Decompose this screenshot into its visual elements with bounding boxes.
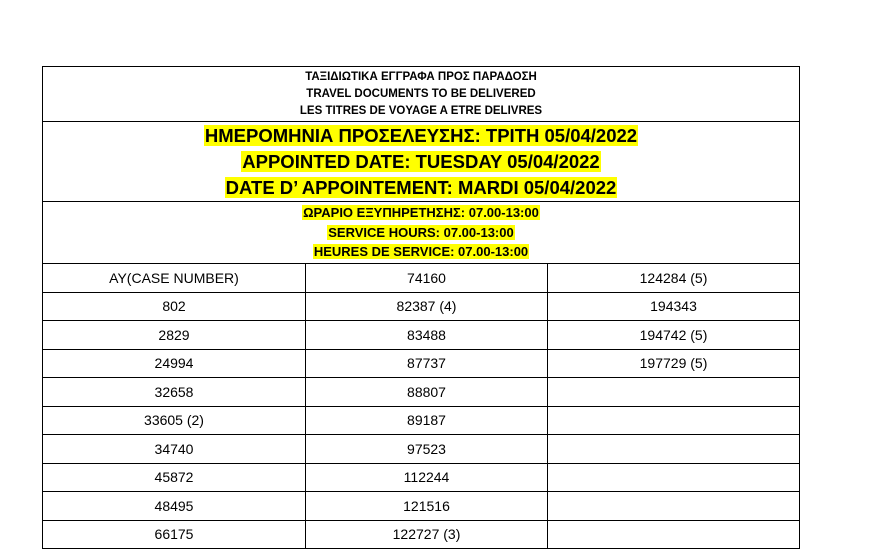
header-row bbox=[43, 67, 800, 122]
table-cell: 97523 bbox=[306, 435, 548, 464]
table-cell: 112244 bbox=[306, 463, 548, 492]
header-greek: ΤΑΞΙΔΙΩΤΙΚΑ ΕΓΓΡΑΦΑ ΠΡΟΣ ΠΑΡΑΔΟΣΗ bbox=[305, 70, 537, 83]
date-english: APPOINTED DATE: TUESDAY 05/04/2022 bbox=[242, 150, 600, 172]
table-cell bbox=[548, 378, 800, 407]
hours-cell bbox=[43, 202, 800, 264]
table-cell: 124284 (5) bbox=[548, 264, 800, 293]
table-row bbox=[43, 406, 800, 435]
table-cell: 74160 bbox=[306, 264, 548, 293]
table-cell: 24994 bbox=[43, 349, 306, 378]
table-cell: 66175 bbox=[43, 520, 306, 549]
hours-row bbox=[43, 202, 800, 264]
table-cell: AY(CASE NUMBER) bbox=[43, 264, 306, 293]
table-cell: 32658 bbox=[43, 378, 306, 407]
table-cell: 122727 (3) bbox=[306, 520, 548, 549]
date-french: DATE D’ APPOINTEMENT: MARDI 05/04/2022 bbox=[225, 176, 617, 198]
table-cell: 34740 bbox=[43, 435, 306, 464]
table-row bbox=[43, 264, 800, 293]
table-cell: 194742 (5) bbox=[548, 321, 800, 350]
table-cell: 88807 bbox=[306, 378, 548, 407]
date-row bbox=[43, 122, 800, 202]
table-cell bbox=[548, 520, 800, 549]
table-row bbox=[43, 321, 800, 350]
table-row bbox=[43, 520, 800, 549]
table-cell: 89187 bbox=[306, 406, 548, 435]
table-row bbox=[43, 463, 800, 492]
table-cell: 48495 bbox=[43, 492, 306, 521]
table-cell: 802 bbox=[43, 292, 306, 321]
date-greek: ΗΜΕΡΟΜΗΝΙΑ ΠΡΟΣΕΛΕΥΣΗΣ: ΤΡΙΤΗ 05/04/2022 bbox=[204, 124, 638, 146]
table-cell: 33605 (2) bbox=[43, 406, 306, 435]
documents-table bbox=[42, 66, 800, 549]
table-cell bbox=[548, 492, 800, 521]
table-cell: 197729 (5) bbox=[548, 349, 800, 378]
table-cell bbox=[548, 463, 800, 492]
hours-greek: ΩΡΑΡΙΟ ΕΞΥΠΗΡΕΤΗΣΗΣ: 07.00-13:00 bbox=[303, 205, 539, 221]
table-cell bbox=[548, 435, 800, 464]
table-cell bbox=[548, 406, 800, 435]
table-cell: 87737 bbox=[306, 349, 548, 378]
table-cell: 45872 bbox=[43, 463, 306, 492]
table-row bbox=[43, 378, 800, 407]
table-cell: 194343 bbox=[548, 292, 800, 321]
hours-french: HEURES DE SERVICE: 07.00-13:00 bbox=[313, 244, 529, 260]
table-cell: 121516 bbox=[306, 492, 548, 521]
table-cell: 2829 bbox=[43, 321, 306, 350]
table-row bbox=[43, 349, 800, 378]
table-cell: 82387 (4) bbox=[306, 292, 548, 321]
table-row bbox=[43, 492, 800, 521]
header-english: TRAVEL DOCUMENTS TO BE DELIVERED bbox=[306, 87, 536, 100]
date-cell bbox=[43, 122, 800, 202]
header-cell bbox=[43, 67, 800, 122]
table-cell: 83488 bbox=[306, 321, 548, 350]
hours-english: SERVICE HOURS: 07.00-13:00 bbox=[328, 224, 514, 240]
table-row bbox=[43, 435, 800, 464]
header-french: LES TITRES DE VOYAGE A ETRE DELIVRES bbox=[299, 104, 543, 117]
table-row bbox=[43, 292, 800, 321]
